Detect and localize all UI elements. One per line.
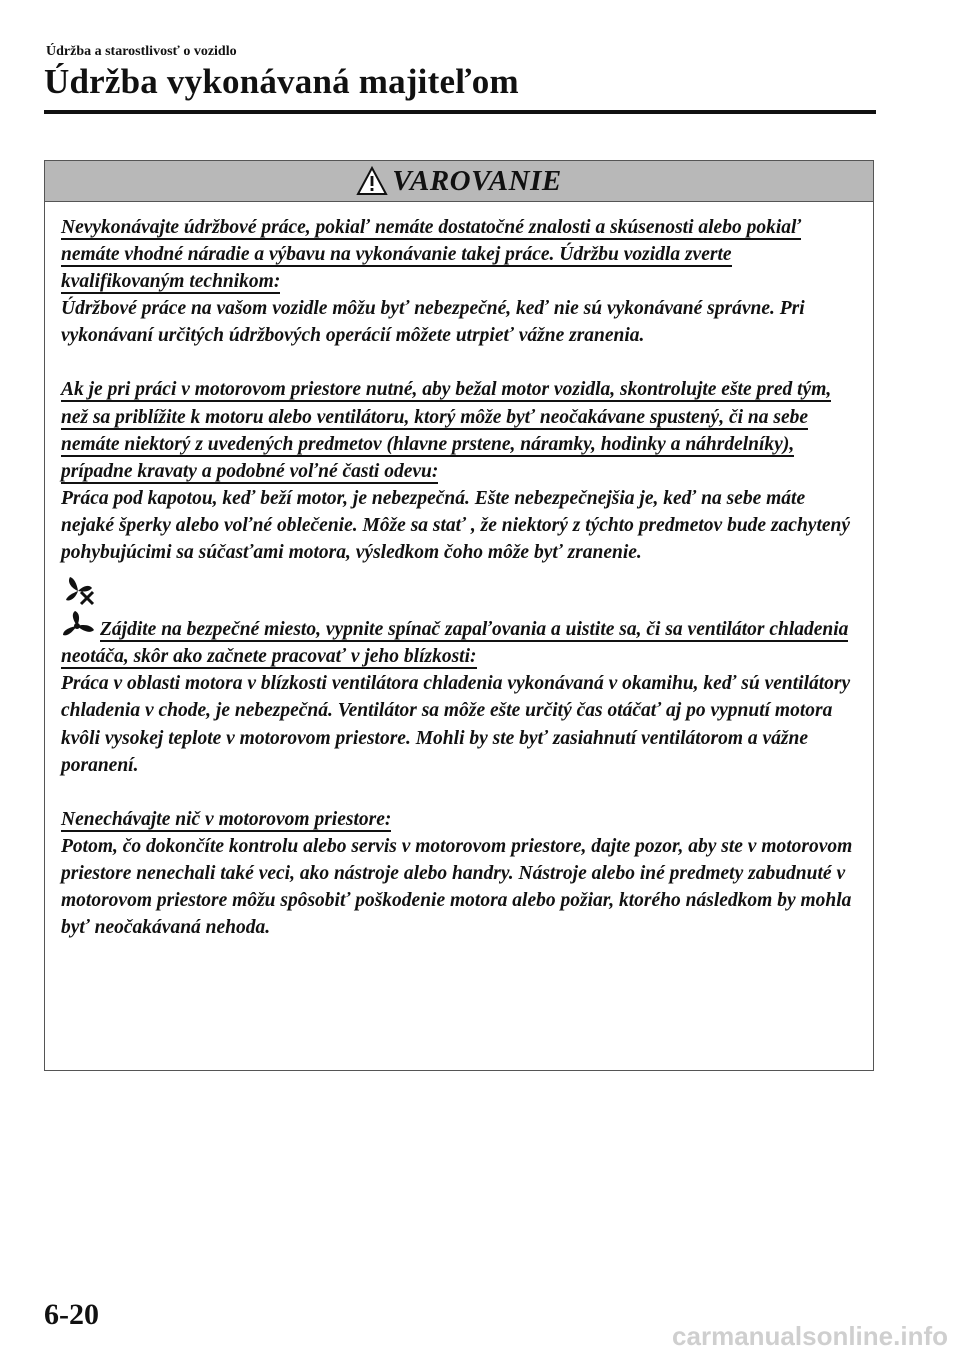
watermark: carmanualsonline.info <box>672 1321 948 1351</box>
warning-text-4: Potom, čo dokončíte kontrolu alebo servis v motorovom priestore, dajte pozor, aby ste v motorovom priestore nenechali také veci, ako nástroje alebo handry. Nástroje alebo iné predmety zabudnuté v motorovom priestore môžu spôsobiť poškodenie motora alebo požiar, ktorého následkom by mohla byť neočakávaná nehoda. <box>61 835 853 939</box>
warning-block-3 <box>61 610 857 779</box>
warning-text-1: Údržbové práce na vašom vozidle môžu byť nebezpečné, keď nie sú vykonávané správne. Pri vykonávaní určitých údržbových operácií môžete utrpieť vážne zranenia. <box>61 298 805 347</box>
warning-block-1 <box>61 214 857 349</box>
warning-heading-3: Zájdite na bezpečné miesto, vypnite spínač zapaľovania a uistite sa, či sa ventilátor chladenia neotáča, skôr ako začnete pracovať v jeho blízkosti: <box>61 619 849 668</box>
warning-text-2: Práca pod kapotou, keď beží motor, je nebezpečná. Ešte nebezpečnejšia je, keď na sebe máte nejaké šperky alebo voľné oblečenie. Môže sa stať , že niektorý z týchto predmetov bude zachytený pohybujúcimi sa súčasťami motora, výsledkom čoho môže byť zranenie. <box>61 487 851 564</box>
warning-box <box>44 160 874 1071</box>
warning-text-3: Práca v oblasti motora v blízkosti ventilátora chladenia vykonávaná v okamihu, keď sú ventilátory chladenia v chode, je nebezpečná. Ventilátor sa môže ešte určitý čas otáčať aj po vypnutí motora kvôli vysokej teplote v motorovom priestore. Mohli by ste byť zasiahnutí ventilátorom a vážne poranení. <box>61 673 851 776</box>
fan-off-icon <box>61 574 95 608</box>
warning-block-4 <box>61 806 857 941</box>
warning-heading-4: Nenechávajte nič v motorovom priestore: <box>61 808 392 830</box>
warning-body <box>45 202 873 941</box>
page-number: 6-20 <box>44 1298 99 1331</box>
fan-off-icon-row <box>61 568 857 610</box>
warning-triangle-icon <box>356 166 388 196</box>
warning-heading-1: Nevykonávajte údržbové práce, pokiaľ nemáte dostatočné znalosti a skúsenosti alebo pokiaľ nemáte vhodné náradie a výbavu na vykonávanie takej práce. Údržbu vozidla zverte kvalifikovaným technikom: <box>61 217 802 293</box>
section-label: Údržba a starostlivosť o vozidlo <box>46 44 237 59</box>
warning-header <box>45 161 873 202</box>
title-divider <box>44 110 876 114</box>
page-title: Údržba vykonávaná majiteľom <box>44 62 519 101</box>
warning-heading-2: Ak je pri práci v motorovom priestore nutné, aby bežal motor vozidla, skontrolujte ešte pred tým, než sa priblížite k motoru alebo ventilátoru, ktorý môže byť neočakávane spustený, či na sebe nemáte niektorý z uvedených predmetov (hlavne prstene, náramky, hodinky a náhrdelníky), prípadne kravaty a podobné voľné časti odevu: <box>61 379 832 482</box>
warning-block-2 <box>61 376 857 566</box>
warning-title: VAROVANIE <box>392 164 562 197</box>
fan-icon <box>61 610 97 640</box>
